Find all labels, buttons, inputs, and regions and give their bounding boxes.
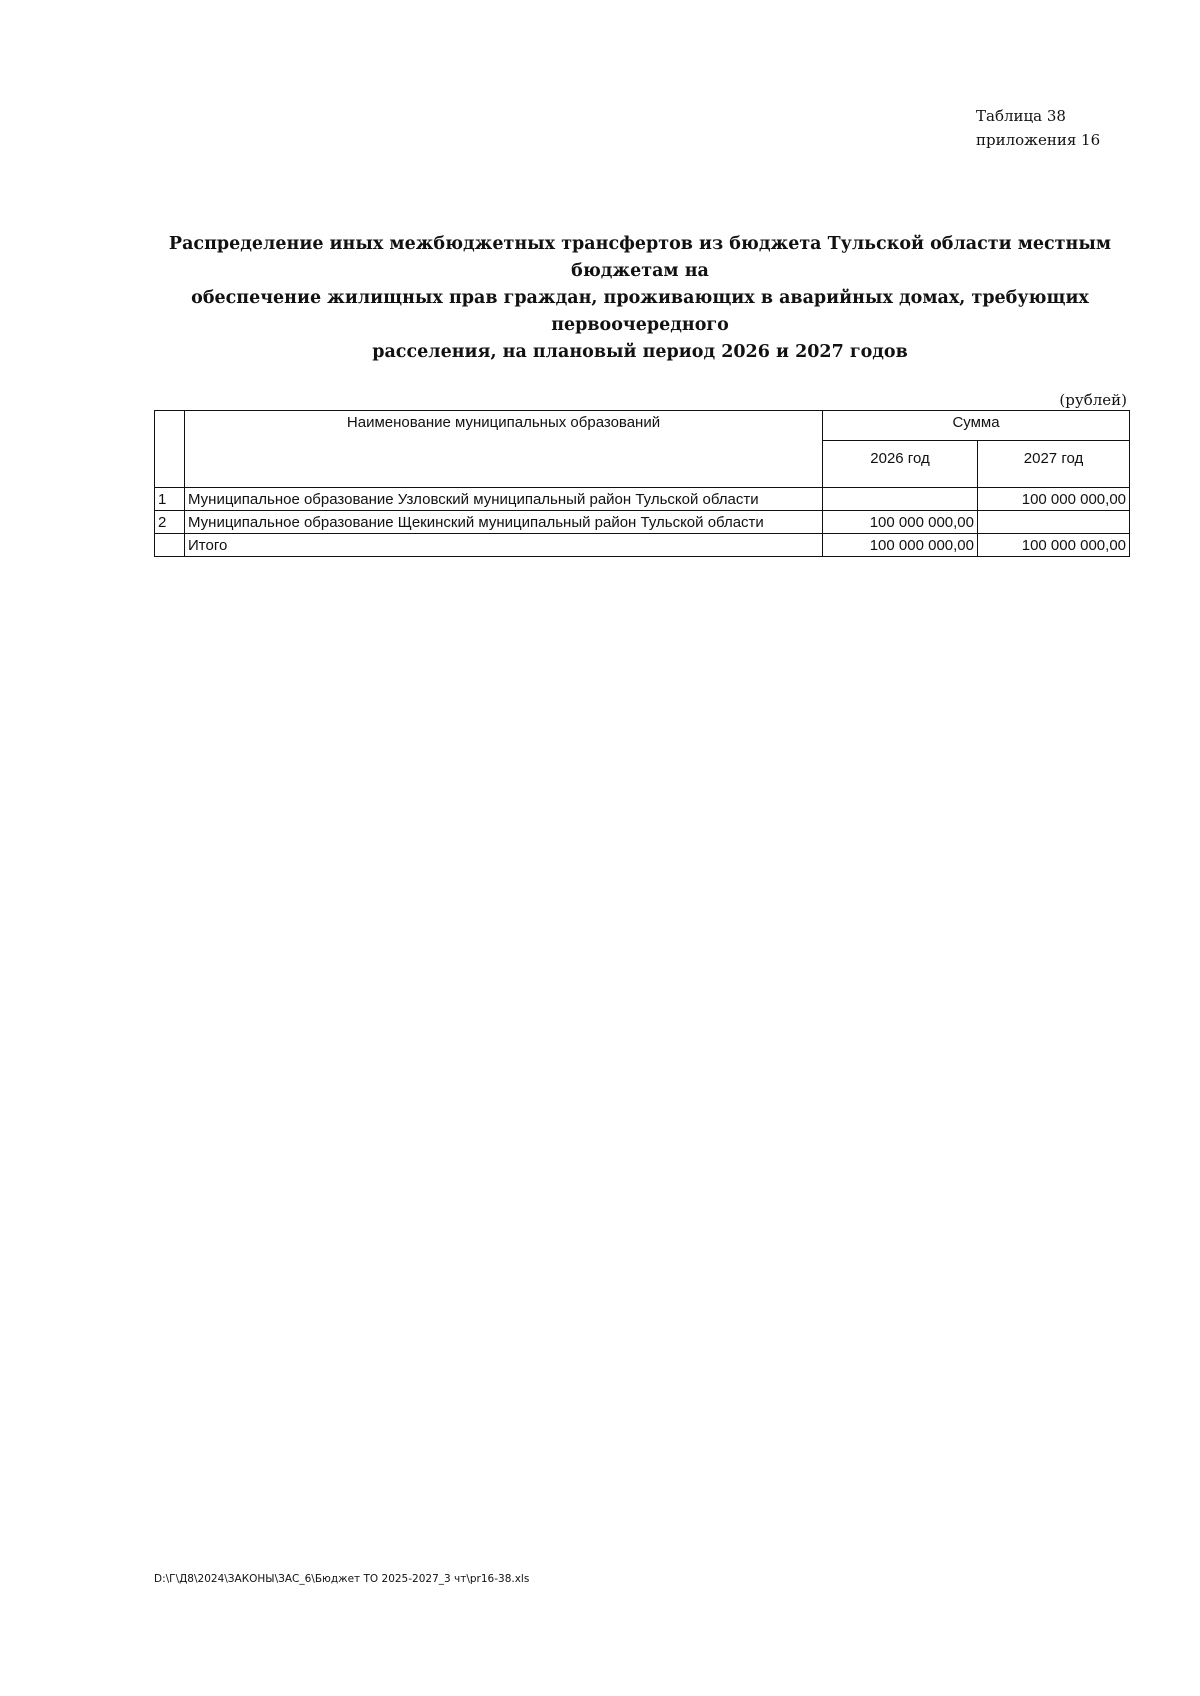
municipality-name: Муниципальное образование Узловский муниципальный район Тульской области bbox=[185, 488, 823, 511]
total-label: Итого bbox=[185, 534, 823, 557]
row-number-header bbox=[155, 411, 185, 488]
table-row bbox=[155, 511, 1130, 534]
year-2026-header: 2026 год bbox=[823, 441, 978, 488]
title-line-1: Распределение иных межбюджетных трансфертов из бюджета Тульской области местным бюджетам на bbox=[168, 234, 1112, 281]
municipality-name-header: Наименование муниципальных образований bbox=[185, 411, 823, 488]
municipality-name: Муниципальное образование Щекинский муниципальный район Тульской области bbox=[185, 511, 823, 534]
title-line-2: обеспечение жилищных прав граждан, проживающих в аварийных домах, требующих первоочередного bbox=[191, 288, 1089, 335]
appendix-label: приложения 16 bbox=[976, 131, 1101, 149]
title-line-3: расселения, на плановый период 2026 и 2027 годов bbox=[372, 342, 908, 362]
amount-2026 bbox=[823, 488, 978, 511]
row-number: 1 bbox=[155, 488, 185, 511]
table-row bbox=[155, 488, 1130, 511]
document-title bbox=[160, 231, 1120, 366]
units-label: (рублей) bbox=[1059, 391, 1127, 409]
table-header-row bbox=[155, 411, 1130, 441]
total-row-number bbox=[155, 534, 185, 557]
total-row bbox=[155, 534, 1130, 557]
amount-2027 bbox=[978, 511, 1130, 534]
transfers-table bbox=[154, 410, 1130, 557]
file-path-footer: D:\Г\Д8\2024\ЗАКОНЫ\ЗАС_6\Бюджет ТО 2025-2027_3 чт\pr16-38.xls bbox=[154, 1573, 530, 1585]
row-number: 2 bbox=[155, 511, 185, 534]
total-2026: 100 000 000,00 bbox=[823, 534, 978, 557]
amount-2026: 100 000 000,00 bbox=[823, 511, 978, 534]
table-reference bbox=[976, 104, 1100, 152]
year-2027-header: 2027 год bbox=[978, 441, 1130, 488]
total-2027: 100 000 000,00 bbox=[978, 534, 1130, 557]
table-number-label: Таблица 38 bbox=[976, 107, 1066, 125]
sum-header: Сумма bbox=[823, 411, 1130, 441]
amount-2027: 100 000 000,00 bbox=[978, 488, 1130, 511]
